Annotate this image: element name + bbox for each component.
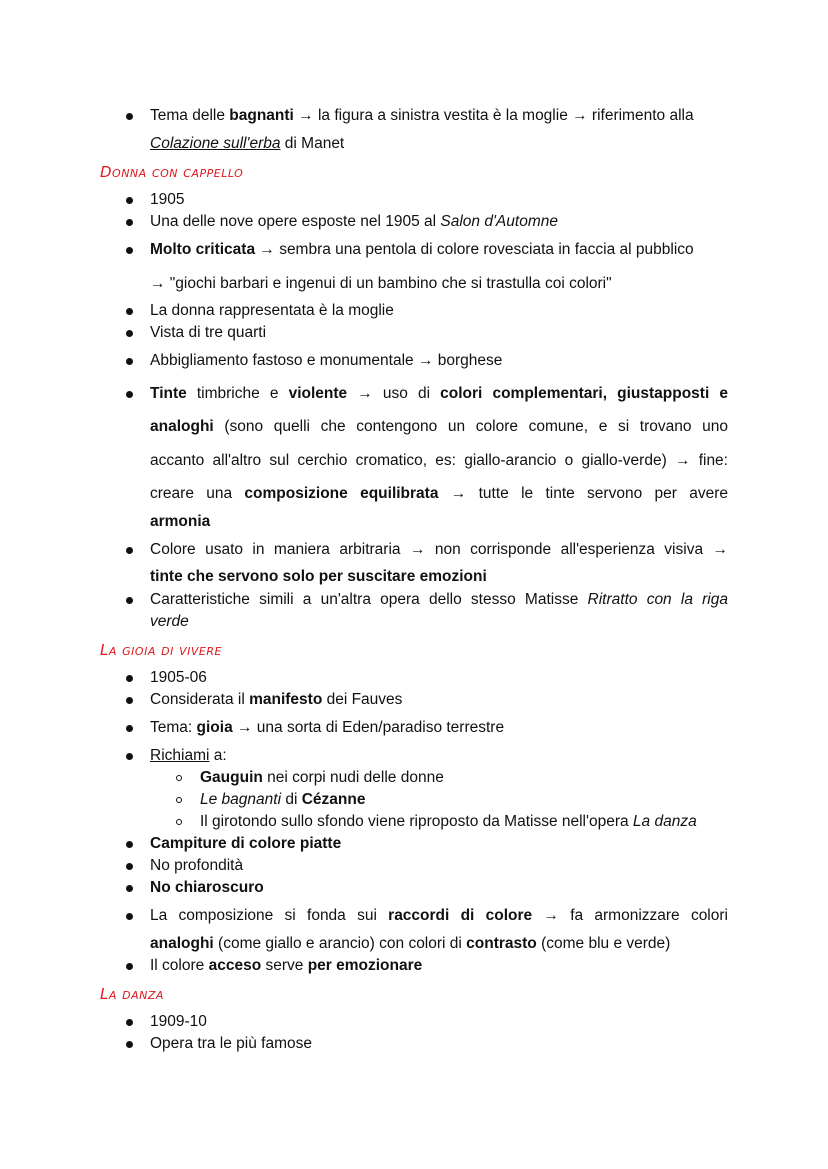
bullet-dot xyxy=(126,547,133,554)
section-heading: La danza xyxy=(100,985,164,1003)
bullet-dot xyxy=(126,697,133,704)
sub-bullet-circle xyxy=(176,819,182,825)
bullet-dot xyxy=(126,863,133,870)
section-heading: La gioia di vivere xyxy=(100,641,222,659)
list-item-continuation: verde xyxy=(150,613,189,630)
list-item: La composizione si fonda sui raccordi di colore → fa armonizzare colori xyxy=(150,907,728,924)
sub-list-item: Il girotondo sullo sfondo viene riproposto da Matisse nell'opera La danza xyxy=(200,813,697,830)
list-item: Tema delle bagnanti → la figura a sinistra vestita è la moglie → riferimento alla xyxy=(150,107,694,124)
list-item: Tema: gioia → una sorta di Eden/paradiso terrestre xyxy=(150,719,505,736)
list-item-continuation: analoghi (come giallo e arancio) con colori di contrasto (come blu e verde) xyxy=(150,935,671,952)
list-item: Richiami a: xyxy=(150,747,227,764)
list-item: Considerata il manifesto dei Fauves xyxy=(150,691,403,708)
bullet-dot xyxy=(126,963,133,970)
list-item-continuation: creare una composizione equilibrata → tutte le tinte servono per avere xyxy=(150,485,728,502)
list-item-continuation: Colazione sull'erba di Manet xyxy=(150,135,345,152)
bullet-dot xyxy=(126,113,133,120)
list-item: Campiture di colore piatte xyxy=(150,835,342,852)
bullet-dot xyxy=(126,197,133,204)
list-item: Opera tra le più famose xyxy=(150,1035,312,1052)
bullet-dot xyxy=(126,308,133,315)
list-item-continuation: tinte che servono solo per suscitare emozioni xyxy=(150,568,487,585)
sub-bullet-circle xyxy=(176,775,182,781)
list-item-continuation: analoghi (sono quelli che contengono un colore comune, e si trovano uno xyxy=(150,418,728,435)
bullet-dot xyxy=(126,675,133,682)
list-item: 1909-10 xyxy=(150,1013,207,1030)
bullet-dot xyxy=(126,597,133,604)
list-item-continuation: accanto all'altro sul cerchio cromatico, es: giallo-arancio o giallo-verde) → fine: xyxy=(150,452,728,469)
bullet-dot xyxy=(126,753,133,760)
sub-list-item: Gauguin nei corpi nudi delle donne xyxy=(200,769,444,786)
list-item: Tinte timbriche e violente → uso di colori complementari, giustapposti e xyxy=(150,385,729,402)
list-item: 1905-06 xyxy=(150,669,207,686)
list-item: 1905 xyxy=(150,191,185,208)
bullet-dot xyxy=(126,247,133,254)
list-item: Abbigliamento fastoso e monumentale → borghese xyxy=(150,352,503,369)
bullet-dot xyxy=(126,330,133,337)
list-item: La donna rappresentata è la moglie xyxy=(150,302,394,319)
sub-bullet-circle xyxy=(176,797,182,803)
list-item: No chiaroscuro xyxy=(150,879,264,896)
list-item: Una delle nove opere esposte nel 1905 al Salon d'Automne xyxy=(150,213,558,230)
sub-list-item: Le bagnanti di Cézanne xyxy=(200,791,366,808)
list-item-continuation: armonia xyxy=(150,513,211,530)
list-item: Caratteristiche simili a un'altra opera dello stesso Matisse Ritratto con la riga xyxy=(150,591,728,608)
list-item: Vista di tre quarti xyxy=(150,324,267,341)
bullet-dot xyxy=(126,391,133,398)
section-heading: Donna con cappello xyxy=(100,163,244,181)
bullet-dot xyxy=(126,358,133,365)
bullet-dot xyxy=(126,219,133,226)
bullet-dot xyxy=(126,725,133,732)
bullet-dot xyxy=(126,913,133,920)
bullet-dot xyxy=(126,885,133,892)
list-item: Colore usato in maniera arbitraria → non corrisponde all'esperienza visiva → xyxy=(150,541,728,558)
list-item: Il colore acceso serve per emozionare xyxy=(150,957,423,974)
bullet-dot xyxy=(126,841,133,848)
bullet-dot xyxy=(126,1041,133,1048)
bullet-dot xyxy=(126,1019,133,1026)
list-item-continuation: → "giochi barbari e ingenui di un bambino che si trastulla coi colori" xyxy=(150,275,612,292)
list-item: Molto criticata → sembra una pentola di colore rovesciata in faccia al pubblico xyxy=(150,241,694,258)
list-item: No profondità xyxy=(150,857,244,874)
